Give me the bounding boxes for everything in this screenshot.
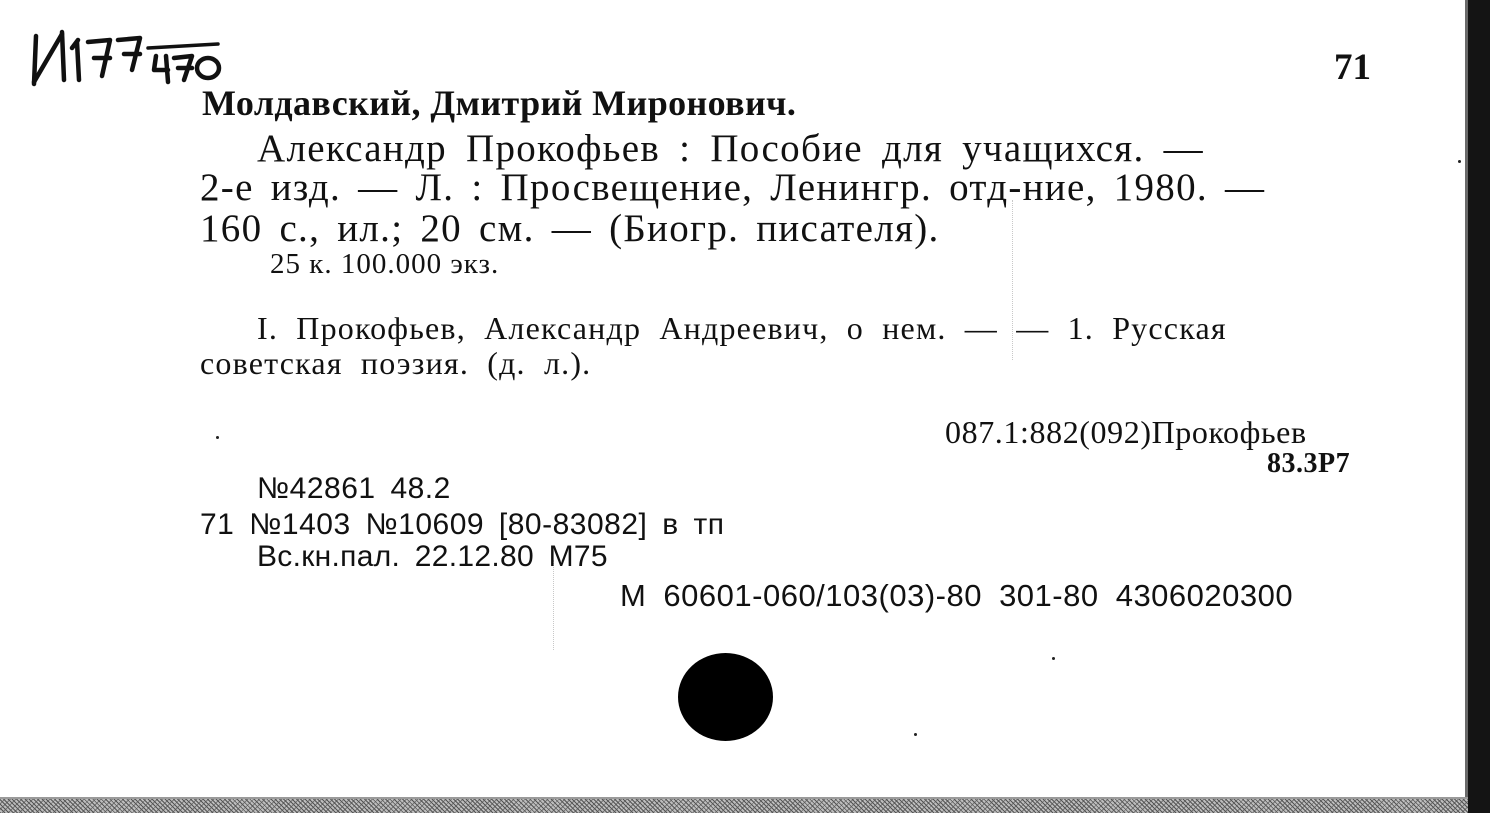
registry-line: №42861 48.2 (257, 472, 451, 505)
speck (914, 733, 917, 736)
handwritten-note (22, 18, 232, 88)
scan-border (0, 799, 1468, 813)
registry-line: М 60601-060/103(03)-80 301-80 4306020300 (620, 578, 1294, 613)
udc-code: 087.1:882(092)Прокофьев (945, 414, 1307, 450)
punch-hole (678, 653, 773, 741)
bbk-code: 83.3Р7 (1267, 448, 1351, 479)
registry-line: 71 №1403 №10609 [80-83082] в тп (200, 508, 725, 541)
speck (1458, 160, 1461, 163)
author-heading: Молдавский, Дмитрий Миронович. (202, 83, 797, 123)
speck (1052, 657, 1055, 660)
card-edge (1468, 0, 1490, 813)
imprint-line: 2-е изд. — Л. : Просвещение, Ленингр. отд-ние, 1980. — (200, 166, 1266, 209)
speck (216, 436, 219, 439)
registry-line: Вс.кн.пал. 22.12.80 М75 (257, 540, 608, 573)
page-number: 71 (1334, 47, 1371, 88)
title-line: Александр Прокофьев : Пособие для учащихся. — (257, 127, 1204, 170)
price-line: 25 к. 100.000 экз. (270, 248, 500, 280)
collation-line: 160 с., ил.; 20 см. — (Биогр. писателя). (200, 207, 940, 250)
subject-heading: советская поэзия. (д. л.). (200, 345, 592, 381)
subject-heading: I. Прокофьев, Александр Андреевич, о нем. — — 1. Русская (257, 310, 1227, 346)
